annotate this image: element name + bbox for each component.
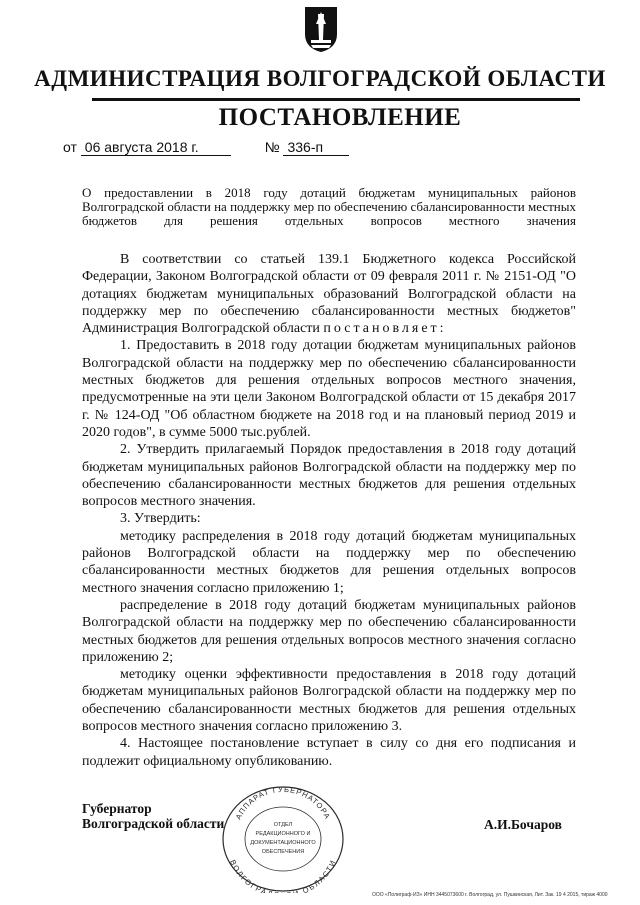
organization-title: АДМИНИСТРАЦИЯ ВОЛГОГРАДСКОЙ ОБЛАСТИ	[34, 66, 606, 91]
stamp-inner-line: ОБЕСПЕЧЕНИЯ	[261, 849, 305, 855]
decree-word: постановляет:	[323, 321, 447, 337]
header-divider	[92, 98, 580, 101]
document-date: 06 августа 2018 г.	[81, 139, 231, 156]
preamble-text: В соответствии со статьей 139.1 Бюджетного кодекса Российской Федерации, Законом Волгоградской области от 09 февраля 2011 г. № 2151-ОД "О дотациях бюджетам муниципальных образований Волгоградской области на поддержку мер по обеспечению сбалансированности местных бюджетов" Администрация Волгоградской области	[82, 252, 576, 337]
stamp-inner-line: ОТДЕЛ	[273, 822, 293, 828]
official-stamp	[218, 779, 348, 893]
stamp-inner-line: ДОКУМЕНТАЦИОННОГО	[250, 840, 316, 846]
item-2: 2. Утвердить прилагаемый Порядок предоставления в 2018 году дотаций бюджетам муниципальных районов Волгоградской области на поддержку мер по обеспечению сбалансированности местных бюджетов для решения отдельных вопросов местного значения.	[82, 442, 576, 510]
printer-imprint: ООО «Полиграф-ИЗ» ИНН 3445073600 г. Волгоград, ул. Пушкинская, Лит. Зак. 19 4 2015, тираж 4000	[372, 892, 608, 898]
item-1: 1. Предоставить в 2018 году дотации бюджетам муниципальных районов Волгоградской области на поддержку мер по обеспечению сбалансированности местных бюджетов для решения отдельных вопросов местного значения, предусмотренные на эти цели Законом Волгоградской области от 15 декабря 2017 г. № 124-ОД "Об областном бюджете на 2018 год и на плановый период 2019 и 2020 годов", в сумме 5000 тыс.рублей.	[82, 338, 576, 440]
document-subject: О предоставлении в 2018 году дотаций бюджетам муниципальных районов Волгоградской области на поддержку мер по обеспечению сбалансированности местных бюджетов для решения отдельных вопросов местного значения	[82, 185, 576, 228]
item-3a: методику распределения в 2018 году дотаций бюджетам муниципальных районов Волгоградской области на поддержку мер по обеспечению сбалансированности местных бюджетов для решения отдельных вопросов местного значения согласно приложению 1;	[82, 528, 576, 596]
item-3b: распределение в 2018 году дотаций бюджетам муниципальных районов Волгоградской области на поддержку мер по обеспечению сбалансированности местных бюджетов для решения отдельных вопросов местного значения согласно приложению 2;	[82, 597, 576, 665]
stamp-outer-bottom: ВОЛГОГРА ОБЛАСТИ	[228, 858, 338, 893]
item-3: 3. Утвердить:	[120, 511, 201, 527]
stamp-outer-top: АППАРАТ ГУБЕРНАТОРА	[233, 784, 333, 822]
document-body	[82, 251, 576, 770]
preamble-paragraph	[82, 251, 576, 337]
svg-text:ВОЛГОГРАДСКОЙ ОБЛАСТИ	[228, 858, 338, 893]
item-3c: методику оценки эффективности предоставления в 2018 году дотаций бюджетам муниципальных районов Волгоградской области на поддержку мер по обеспечению сбалансированности местных бюджетов для решения отдельных вопросов местного значения согласно приложению 3.	[82, 667, 576, 735]
date-prefix: от	[63, 139, 77, 155]
signatory-name: А.И.Бочаров	[484, 817, 562, 832]
document-number: 336-п	[283, 139, 349, 156]
svg-text:АППАРАТ ГУБЕРНАТОРА	[234, 785, 333, 821]
date-number-row	[63, 139, 349, 156]
document-type-heading: ПОСТАНОВЛЕНИЕ	[218, 104, 462, 131]
signatory-title-line2: Волгоградской области	[82, 816, 225, 831]
signatory-title-line1: Губернатор	[82, 801, 152, 816]
coat-of-arms-icon	[300, 4, 342, 54]
signatory-title	[82, 801, 224, 831]
item-4: 4. Настоящее постановление вступает в силу со дня его подписания и подлежит официальному опубликованию.	[82, 736, 576, 769]
number-prefix: №	[264, 139, 280, 155]
stamp-inner-line: РЕДАКЦИОННОГО И	[255, 831, 311, 837]
